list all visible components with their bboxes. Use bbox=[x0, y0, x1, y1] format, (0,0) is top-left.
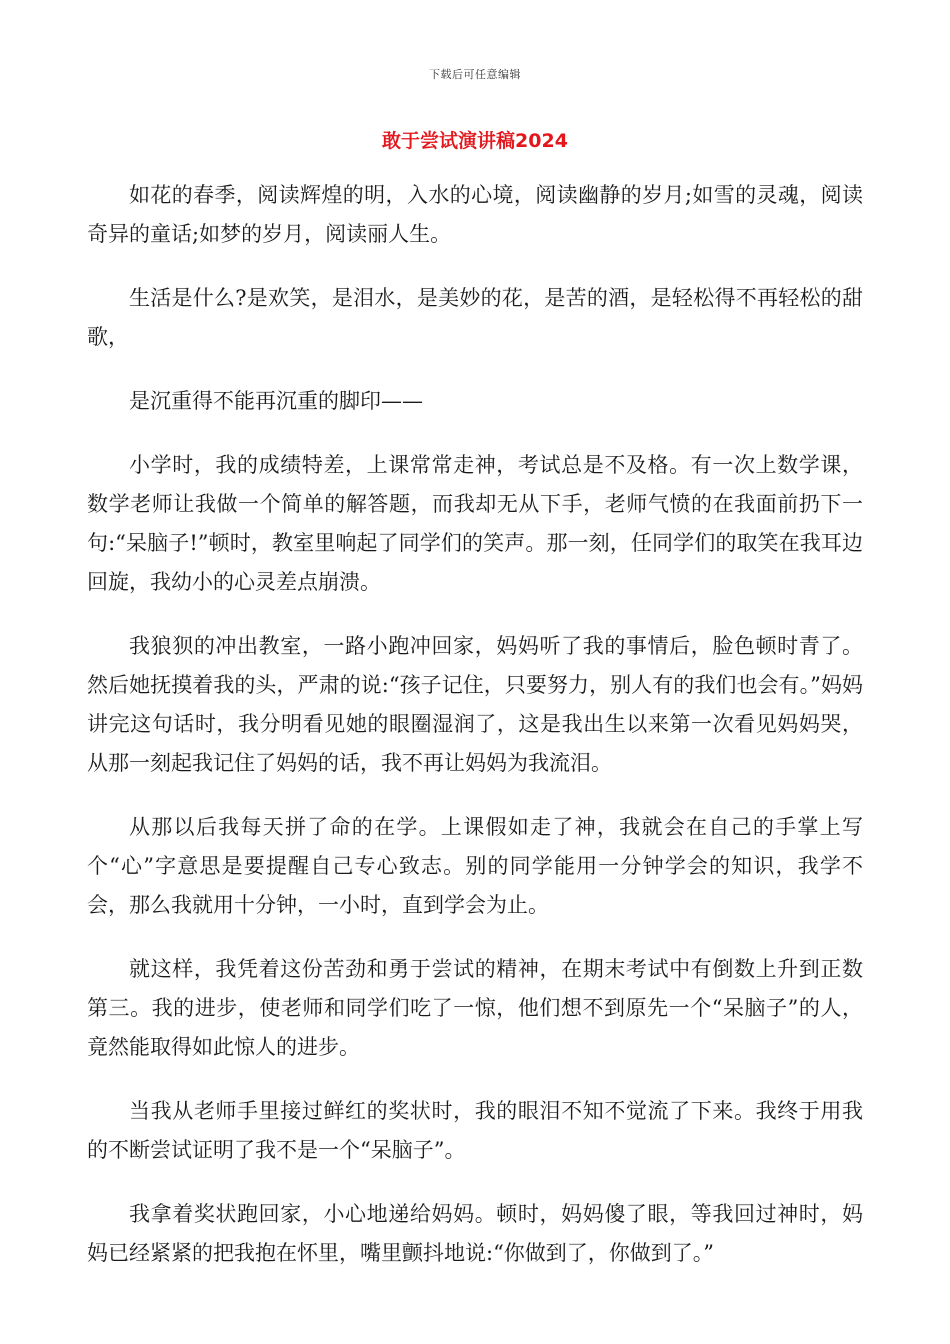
paragraph: 是沉重得不能再沉重的脚印—— bbox=[129, 389, 423, 413]
paragraph: 我狼狈的冲出教室，一路小跑冲回家，妈妈听了我的事情后，脸色顿时青了。然后她抚摸着我的头，严肃的说:“孩子记住，只要努力，别人有的我们也会有。”妈妈讲完这句话时，我分明看见她的眼圈湿润了，这是我出生以来第一次看见妈妈哭，从那一刻起我记住了妈妈的话，我不再让妈妈为我流泪。 bbox=[87, 634, 863, 775]
paragraph: 从那以后我每天拼了命的在学。上课假如走了神，我就会在自己的手掌上写个“心”字意思是要提醒自己专心致志。别的同学能用一分钟学会的知识，我学不会，那么我就用十分钟，一小时，直到学会为止。 bbox=[87, 815, 863, 917]
paragraph: 当我从老师手里接过鲜红的奖状时，我的眼泪不知不觉流了下来。我终于用我的不断尝试证明了我不是一个“呆脑子”。 bbox=[87, 1099, 863, 1162]
paragraph: 就这样，我凭着这份苦劲和勇于尝试的精神，在期末考试中有倒数上升到正数第三。我的进步，使老师和同学们吃了一惊，他们想不到原先一个“呆脑子”的人，竟然能取得如此惊人的进步。 bbox=[87, 957, 863, 1059]
document-body bbox=[87, 176, 863, 1298]
paragraph: 我拿着奖状跑回家，小心地递给妈妈。顿时，妈妈傻了眼，等我回过神时，妈妈已经紧紧的把我抱在怀里，嘴里颤抖地说:“你做到了，你做到了。” bbox=[87, 1202, 863, 1265]
paragraph: 小学时，我的成绩特差，上课常常走神，考试总是不及格。有一次上数学课，数学老师让我做一个简单的解答题，而我却无从下手，老师气愤的在我面前扔下一句:“呆脑子!”顿时，教室里响起了同学们的笑声。那一刻，任同学们的取笑在我耳边回旋，我幼小的心灵差点崩溃。 bbox=[87, 453, 863, 594]
document-title: 敢于尝试演讲稿2024 bbox=[382, 130, 568, 152]
paragraph: 生活是什么?是欢笑，是泪水，是美妙的花，是苦的酒，是轻松得不再轻松的甜歌， bbox=[87, 286, 863, 349]
header-note: 下载后可任意编辑 bbox=[429, 68, 521, 81]
paragraph: 如花的春季，阅读辉煌的明，入水的心境，阅读幽静的岁月;如雪的灵魂，阅读奇异的童话;如梦的岁月，阅读丽人生。 bbox=[87, 183, 863, 246]
